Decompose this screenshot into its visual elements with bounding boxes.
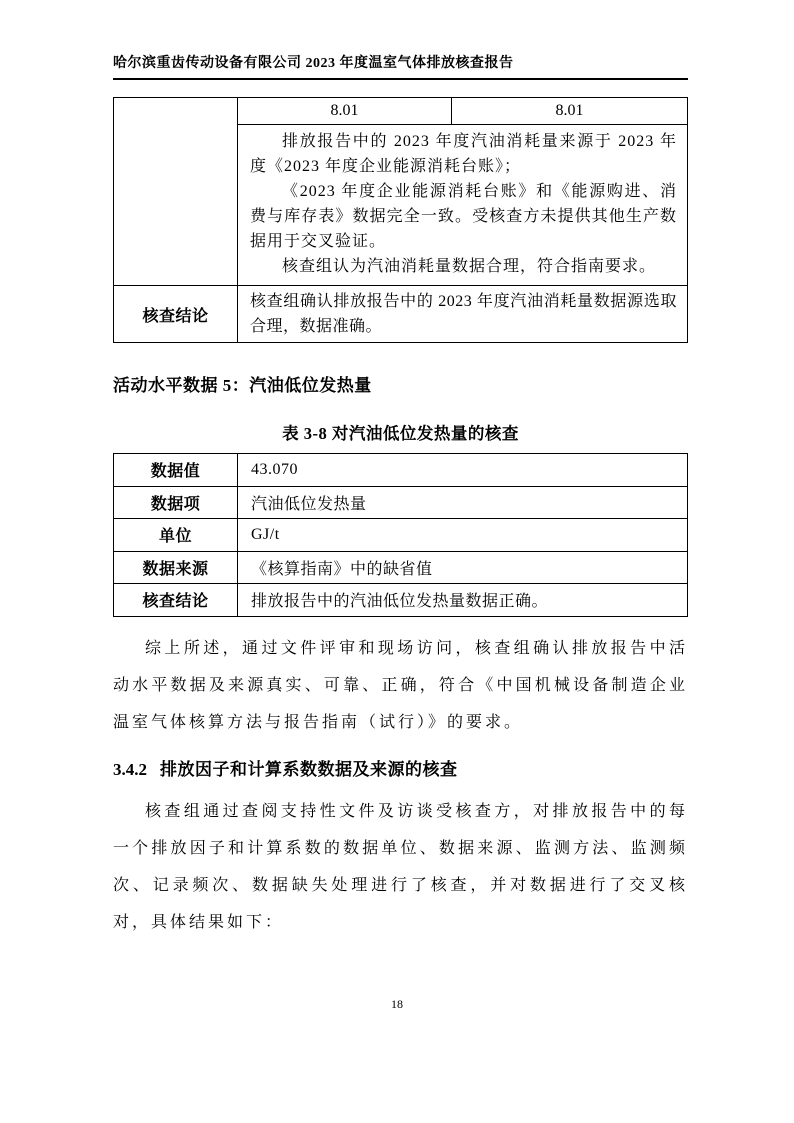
detail-paragraph: 核查组认为汽油消耗量数据合理，符合指南要求。 <box>282 258 657 275</box>
row-label-cell: 数据项 <box>114 486 238 519</box>
row-label-cell: 核查结论 <box>114 584 238 617</box>
row-value-cell: GJ/t <box>238 519 688 552</box>
table-row <box>114 286 688 343</box>
table-row <box>114 98 688 125</box>
verification-detail-cell <box>238 125 688 286</box>
table-row <box>114 584 688 617</box>
detail-paragraph: 《2023 年度企业能源消耗台账》和《能源购进、消费与库存表》数据完全一致。受核查方未提供其他生产数据用于交叉验证。 <box>250 183 677 250</box>
row-value-cell: 汽油低位发热量 <box>238 486 688 519</box>
row-value-cell: 《核算指南》中的缺省值 <box>238 551 688 584</box>
row-value-cell: 排放报告中的汽油低位发热量数据正确。 <box>238 584 688 617</box>
calorific-value-verification-table <box>113 453 688 617</box>
gasoline-consumption-verification-table <box>113 97 688 343</box>
reported-value-cell: 8.01 <box>238 98 452 125</box>
verified-value-cell: 8.01 <box>452 98 688 125</box>
section-3-4-2-body-paragraph: 核查组通过查阅支持性文件及访谈受核查方，对排放报告中的每一个排放因子和计算系数的数据单位、数据来源、监测方法、监测频次、记录频次、数据缺失处理进行了核查，并对数据进行了交叉核对，具体结果如下： <box>113 802 688 931</box>
conclusion-label-cell: 核查结论 <box>114 286 238 343</box>
row-label-cell: 数据来源 <box>114 551 238 584</box>
report-header: 哈尔滨重齿传动设备有限公司 2023 年度温室气体排放核查报告 <box>113 52 688 80</box>
page-content <box>113 0 688 941</box>
table-row <box>114 519 688 552</box>
section-3-4-2-heading <box>113 755 688 780</box>
row-value-cell: 43.070 <box>238 454 688 487</box>
page-number: 18 <box>391 997 403 1011</box>
summary-paragraph: 综上所述，通过文件评审和现场访问，核查组确认排放报告中活动水平数据及来源真实、可靠、正确，符合《中国机械设备制造企业温室气体核算方法与报告指南（试行）》的要求。 <box>113 639 688 731</box>
empty-continuation-cell <box>114 98 238 286</box>
table-row <box>114 486 688 519</box>
row-label-cell: 数据值 <box>114 454 238 487</box>
activity-data-heading: 活动水平数据 5：汽油低位发热量 <box>113 376 372 395</box>
conclusion-text-cell: 核查组确认排放报告中的 2023 年度汽油消耗量数据源选取合理，数据准确。 <box>238 286 688 343</box>
table-3-8-caption: 表 3-8 对汽油低位发热量的核查 <box>282 424 519 443</box>
table-row <box>114 551 688 584</box>
detail-paragraph: 排放报告中的 2023 年度汽油消耗量来源于 2023 年度《2023 年度企业能源消耗台账》； <box>250 133 677 175</box>
section-title: 排放因子和计算系数数据及来源的核查 <box>160 759 458 779</box>
table-row <box>114 454 688 487</box>
row-label-cell: 单位 <box>114 519 238 552</box>
section-number: 3.4.2 <box>113 759 147 779</box>
